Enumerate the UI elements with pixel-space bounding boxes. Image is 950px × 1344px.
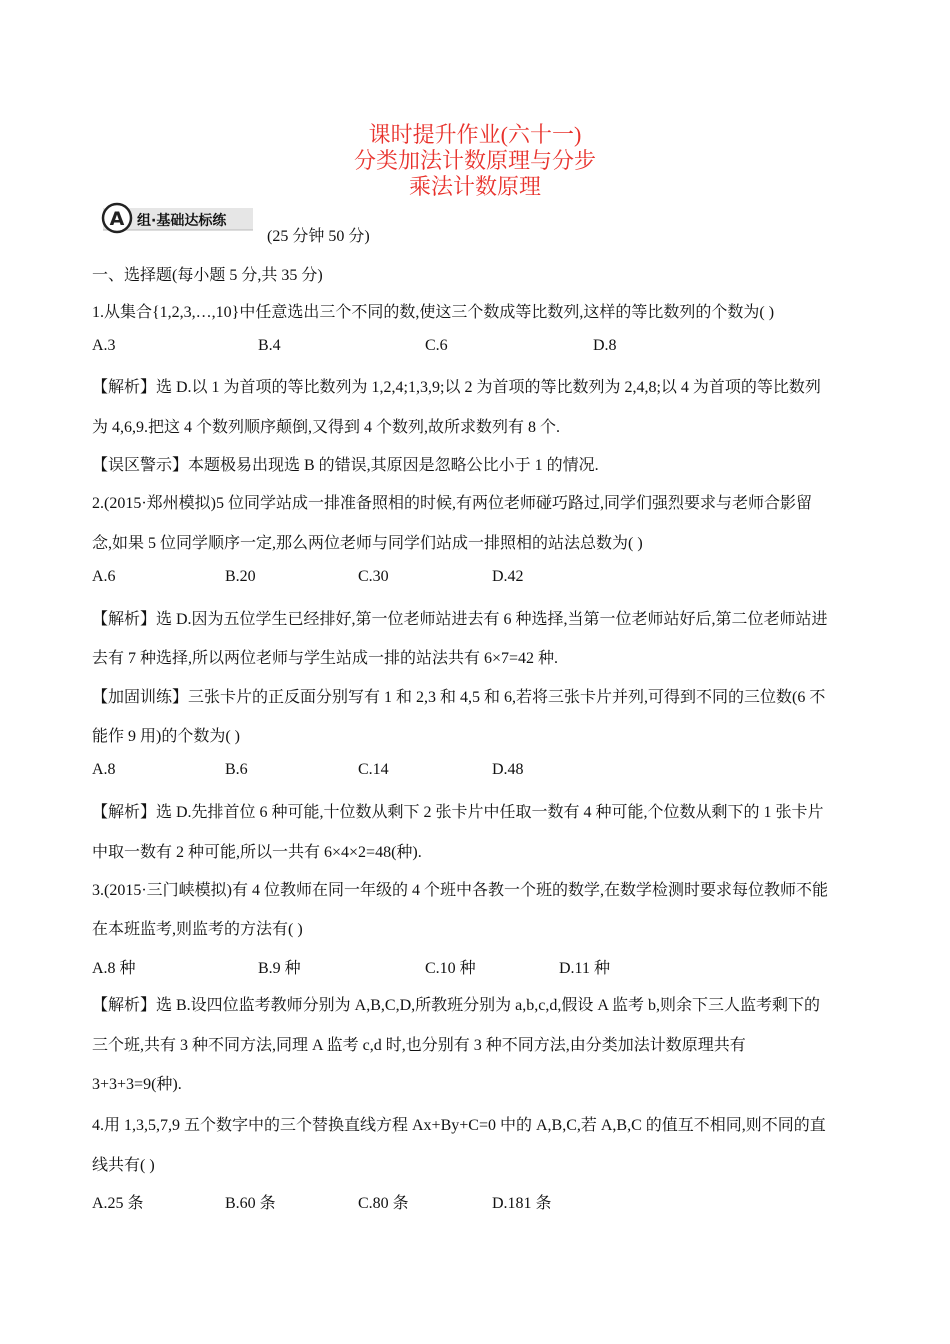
badge-letter: A bbox=[109, 208, 125, 230]
title-line-1: 课时提升作业(六十一) bbox=[368, 122, 582, 147]
q1-stem: 1.从集合{1,2,3,…,10}中任意选出三个不同的数,使这三个数成等比数列,这样的等比数列的个数为( ) bbox=[92, 304, 775, 321]
q2-option-c: C.30 bbox=[358, 568, 389, 585]
title-line-3: 乘法计数原理 bbox=[408, 174, 541, 199]
extra-analysis-2: 中取一数有 2 种可能,所以一共有 6×4×2=48(种). bbox=[92, 844, 422, 861]
q3-stem-1: 3.(2015·三门峡模拟)有 4 位教师在同一年级的 4 个班中各教一个班的数学,在数学检测时要求每位教师不能 bbox=[92, 882, 828, 899]
q2-analysis-1: 【解析】选 D.因为五位学生已经排好,第一位老师站进去有 6 种选择,当第一位老师站好后,第二位老师站进 bbox=[92, 611, 828, 628]
q4-option-d: D.181 条 bbox=[492, 1195, 552, 1212]
q2-option-d: D.42 bbox=[492, 568, 524, 585]
q2-stem-1: 2.(2015·郑州模拟)5 位同学站成一排准备照相的时候,有两位老师碰巧路过,同学们强烈要求与老师合影留 bbox=[92, 495, 812, 512]
extra-stem-1: 【加固训练】三张卡片的正反面分别写有 1 和 2,3 和 4,5 和 6,若将三张卡片并列,可得到不同的三位数(6 不 bbox=[92, 689, 826, 706]
q3-option-a: A.8 种 bbox=[92, 960, 136, 977]
q4-option-a: A.25 条 bbox=[92, 1195, 144, 1212]
time-allowance: (25 分钟 50 分) bbox=[267, 228, 370, 245]
extra-option-c: C.14 bbox=[358, 761, 389, 778]
q2-stem-2: 念,如果 5 位同学顺序一定,那么两位老师与同学们站成一排照相的站法总数为( ) bbox=[92, 535, 643, 552]
q1-analysis-2: 为 4,6,9.把这 4 个数列顺序颠倒,又得到 4 个数列,故所求数列有 8 个. bbox=[92, 419, 561, 436]
q4-option-c: C.80 条 bbox=[358, 1195, 409, 1212]
extra-stem-2: 能作 9 用)的个数为( ) bbox=[92, 728, 240, 745]
q4-stem-1: 4.用 1,3,5,7,9 五个数字中的三个替换直线方程 Ax+By+C=0 中的 A,B,C,若 A,B,C 的值互不相同,则不同的直 bbox=[92, 1117, 826, 1134]
extra-analysis-1: 【解析】选 D.先排首位 6 种可能,十位数从剩下 2 张卡片中任取一数有 4 种可能,个位数从剩下的 1 张卡片 bbox=[92, 804, 824, 821]
q3-stem-2: 在本班监考,则监考的方法有( ) bbox=[92, 921, 303, 938]
q1-option-c: C.6 bbox=[425, 337, 448, 354]
q2-option-a: A.6 bbox=[92, 568, 116, 585]
q4-option-b: B.60 条 bbox=[225, 1195, 276, 1212]
q1-option-b: B.4 bbox=[258, 337, 281, 354]
q3-option-c: C.10 种 bbox=[425, 960, 476, 977]
q1-option-a: A.3 bbox=[92, 337, 116, 354]
q3-analysis-1: 【解析】选 B.设四位监考教师分别为 A,B,C,D,所教班分别为 a,b,c,d,假设 A 监考 b,则余下三人监考剩下的 bbox=[92, 997, 821, 1014]
q1-analysis-1: 【解析】选 D.以 1 为首项的等比数列为 1,2,4;1,3,9;以 2 为首项的等比数列为 2,4,8;以 4 为首项的等比数列 bbox=[92, 379, 821, 396]
q3-option-d: D.11 种 bbox=[559, 960, 610, 977]
extra-option-d: D.48 bbox=[492, 761, 524, 778]
section-badge bbox=[101, 200, 261, 234]
q1-warning: 【误区警示】本题极易出现选 B 的错误,其原因是忽略公比小于 1 的情况. bbox=[92, 457, 599, 474]
q2-option-b: B.20 bbox=[225, 568, 256, 585]
title-line-2: 分类加法计数原理与分步 bbox=[353, 148, 596, 173]
extra-option-a: A.8 bbox=[92, 761, 116, 778]
badge-label: 组·基础达标练 bbox=[137, 213, 227, 229]
q3-analysis-2: 三个班,共有 3 种不同方法,同理 A 监考 c,d 时,也分别有 3 种不同方法,由分类加法计数原理共有 bbox=[92, 1037, 746, 1054]
q2-analysis-2: 去有 7 种选择,所以两位老师与学生站成一排的站法共有 6×7=42 种. bbox=[92, 650, 559, 667]
q1-option-d: D.8 bbox=[593, 337, 617, 354]
q3-analysis-3: 3+3+3=9(种). bbox=[92, 1076, 182, 1093]
q3-option-b: B.9 种 bbox=[258, 960, 301, 977]
section-heading: 一、选择题(每小题 5 分,共 35 分) bbox=[92, 267, 323, 284]
extra-option-b: B.6 bbox=[225, 761, 248, 778]
q4-stem-2: 线共有( ) bbox=[92, 1157, 155, 1174]
